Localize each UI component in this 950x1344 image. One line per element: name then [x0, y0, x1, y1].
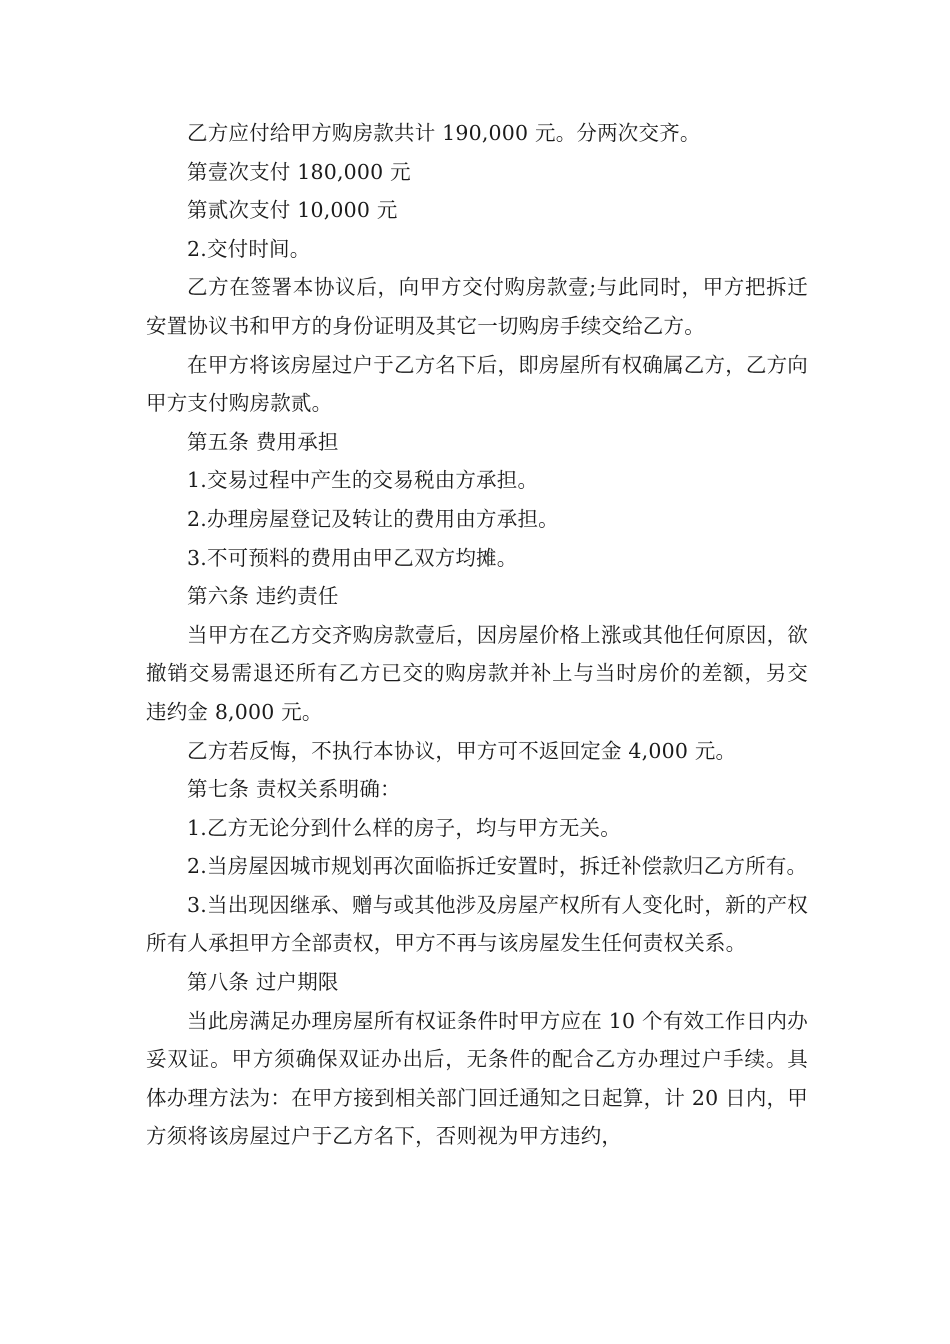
paragraph-rights-item-1: 1.乙方无论分到什么样的房子，均与甲方无关。: [187, 815, 621, 840]
document-page: [146, 114, 808, 1156]
section-heading-article-5: 第五条 费用承担: [187, 429, 339, 454]
paragraph-breach-buyer: 乙方若反悔，不执行本协议，甲方可不返回定金 4,000 元。: [187, 738, 737, 763]
paragraph-first-payment: 第壹次支付 180,000 元: [187, 159, 411, 184]
paragraph-transfer-deadline: 当此房满足办理房屋所有权证条件时甲方应在 10 个有效工作日内办妥双证。甲方须确保双证办出后，无条件的配合乙方办理过户手续。具体办理方法为：在甲方接到相关部门回迁通知之日起算，计 20 日内，甲方须将该房屋过户于乙方名下，否则视为甲方违约，: [146, 1008, 808, 1149]
paragraph-total-payment: 乙方应付给甲方购房款共计 190,000 元。分两次交齐。: [187, 121, 701, 145]
paragraph-delivery-time-heading: 2.交付时间。: [187, 236, 311, 261]
paragraph-rights-item-2: 2.当房屋因城市规划再次面临拆迁安置时，拆迁补偿款归乙方所有。: [187, 854, 808, 879]
paragraph-second-payment: 第贰次支付 10,000 元: [187, 198, 398, 223]
paragraph-delivery-second: 在甲方将该房屋过户于乙方名下后，即房屋所有权确属乙方，乙方向甲方支付购房款贰。: [146, 352, 808, 416]
paragraph-rights-item-3: 3.当出现因继承、赠与或其他涉及房屋产权所有人变化时，新的产权所有人承担甲方全部责权，甲方不再与该房屋发生任何责权关系。: [146, 892, 808, 956]
paragraph-cost-item-1: 1.交易过程中产生的交易税由方承担。: [187, 468, 539, 493]
paragraph-delivery-first: 乙方在签署本协议后，向甲方交付购房款壹;与此同时，甲方把拆迁安置协议书和甲方的身份证明及其它一切购房手续交给乙方。: [146, 275, 808, 338]
section-heading-article-8: 第八条 过户期限: [187, 970, 339, 995]
paragraph-breach-seller: 当甲方在乙方交齐购房款壹后，因房屋价格上涨或其他任何原因，欲撤销交易需退还所有乙方已交的购房款并补上与当时房价的差额，另交违约金 8,000 元。: [146, 622, 808, 724]
section-heading-article-6: 第六条 违约责任: [187, 584, 339, 609]
paragraph-cost-item-2: 2.办理房屋登记及转让的费用由方承担。: [187, 506, 559, 531]
paragraph-cost-item-3: 3.不可预料的费用由甲乙双方均摊。: [187, 545, 518, 570]
section-heading-article-7: 第七条 责权关系明确：: [187, 777, 401, 802]
